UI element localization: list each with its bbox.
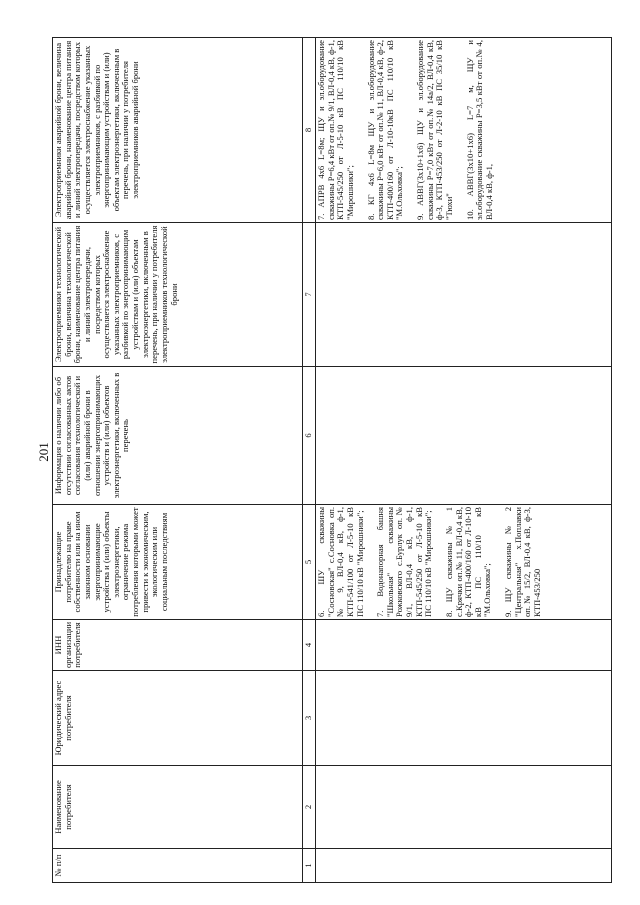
header-cell-tech-reserve: Электроприемники технологической брони, величина технологической брони, наименование центра питания и линий электропередачи, посредством которых осуществляется электроснабжение указанных электроприемников, с разбивкой по энергопринимающим устройствам и (или) объектам электроэнергетики, включенным в перечень, при наличии у потребителя электроприемников технологической брони	[53, 223, 303, 367]
header-cell-acts: Информация о наличии либо об отсутствии согласованных актов согласования технологической и (или) аварийной брони в отношении энергопринимающих устройств и (или) объектов электроэнергетики, включенных в перечень	[53, 367, 303, 505]
device-item: 8. ЩУ скважины № 1 с.Крячки оп.№ 11, ВЛ-0,4 кВ, ф-2, КТП-400/160 от Л-10-10 кВ ПС 110/10 кВ "М.Ольховка";	[443, 507, 493, 617]
cell-number	[316, 849, 612, 883]
device-item: 9. ЩУ скважины № 2 "Центральная" х.Поплавки оп.№ 15/2, ВЛ-0,4 кВ, ф-3, КТП-453/250	[503, 507, 542, 617]
column-number-row	[303, 38, 316, 883]
column-number: 7	[303, 223, 316, 367]
header-row	[53, 38, 303, 883]
column-number: 2	[303, 766, 316, 849]
column-number: 8	[303, 38, 316, 223]
column-number: 6	[303, 367, 316, 505]
cell-name	[316, 766, 612, 849]
consumer-table	[52, 37, 612, 883]
reserve-item: 7. АПРВ 4х6 L=8м; ЩУ и эл.оборудование скважины Р=6,4 кВт от оп.№ 9/1, ВЛ-0,4 кВ, ф-1, КТП-545/250 от Л-5-10 кВ ПС 110/10 кВ "Мирошники";	[316, 40, 355, 220]
table-row	[316, 38, 612, 883]
rotated-table-canvas	[52, 38, 612, 883]
reserve-item: 9. АВВГ(3х10+1х6) ЩУ и эл.оборудование скважины Р=7,0 кВт от оп.№ 14а/2, ВЛ-0,4 кВ, ф-3, КТП-453/250 от Л-2-10 кВ ПС 35/10 кВ "Тюхи"	[415, 40, 454, 220]
device-item: 6. ШУ скважины "Сосновская" с.Сосновка оп.№ 9, ВЛ-0,4 кВ, ф-1, КТП-541/100 от Л-5-10 кВ ПС 110/10 кВ "Мирошники";	[316, 507, 365, 617]
column-number: 3	[303, 671, 316, 766]
header-cell-number: № п/п	[53, 849, 303, 883]
reserve-item: 8. КГ 4х6 L=8м ЩУ и эл.оборудование скважины Р=6,0 кВт от оп.№ 11, ВЛ-0,4 кВ, ф-2, КТП-400/160 от Л-10-10кВ ПС 110/10 кВ "М.Ольховка";	[365, 40, 405, 220]
header-cell-devices: Принадлежащие потребителю на праве собственности или на ином законном основании энергопринимающие устройства и (или) объекты электроэнергетики, ограничение режима потребления которыми может привести к экономическим, экологическим или социальным последствиям	[53, 505, 303, 620]
header-cell-name: Наименование потребителя	[53, 766, 303, 849]
cell-acts	[316, 367, 612, 505]
header-cell-address: Юридический адрес потребителя	[53, 671, 303, 766]
cell-inn	[316, 620, 612, 671]
column-number: 5	[303, 505, 316, 620]
cell-devices	[316, 505, 612, 620]
column-number: 4	[303, 620, 316, 671]
cell-emergency-reserve	[316, 38, 612, 223]
header-cell-inn: ИНН организации потребителя	[53, 620, 303, 671]
cell-address	[316, 671, 612, 766]
page-number: 201	[36, 442, 51, 462]
header-cell-emergency-reserve: Электроприемники аварийной брони, величина аварийной брони, наименование центра питания и линий электропередачи, посредством которых осуществляется электроснабжение указанных электроприемников, с разбивкой по энергопринимающим устройствам и (или) объектам электроэнергетики, включенным в перечень, при наличии у потребителя электроприемников аварийной брони	[53, 38, 303, 223]
column-number: 1	[303, 849, 316, 883]
device-item: 7. Водонапорная башня "Школьная" скважины Рожковского с.Бурлук оп.№ 9/1, ВЛ-0,4 кВ, ф-1, КТП-545/250 от Л-5-10 кВ ПС 110/10 кВ "Мирошники";	[375, 507, 434, 617]
reserve-item: 10. АВВГ(3х10+1х6) L=7 м, ЩУ и эл.оборудование скважины Р=3,5 кВт от оп.№ 4, ВЛ-0,4 кВ, ф-1,	[464, 40, 494, 220]
cell-tech-reserve	[316, 223, 612, 367]
